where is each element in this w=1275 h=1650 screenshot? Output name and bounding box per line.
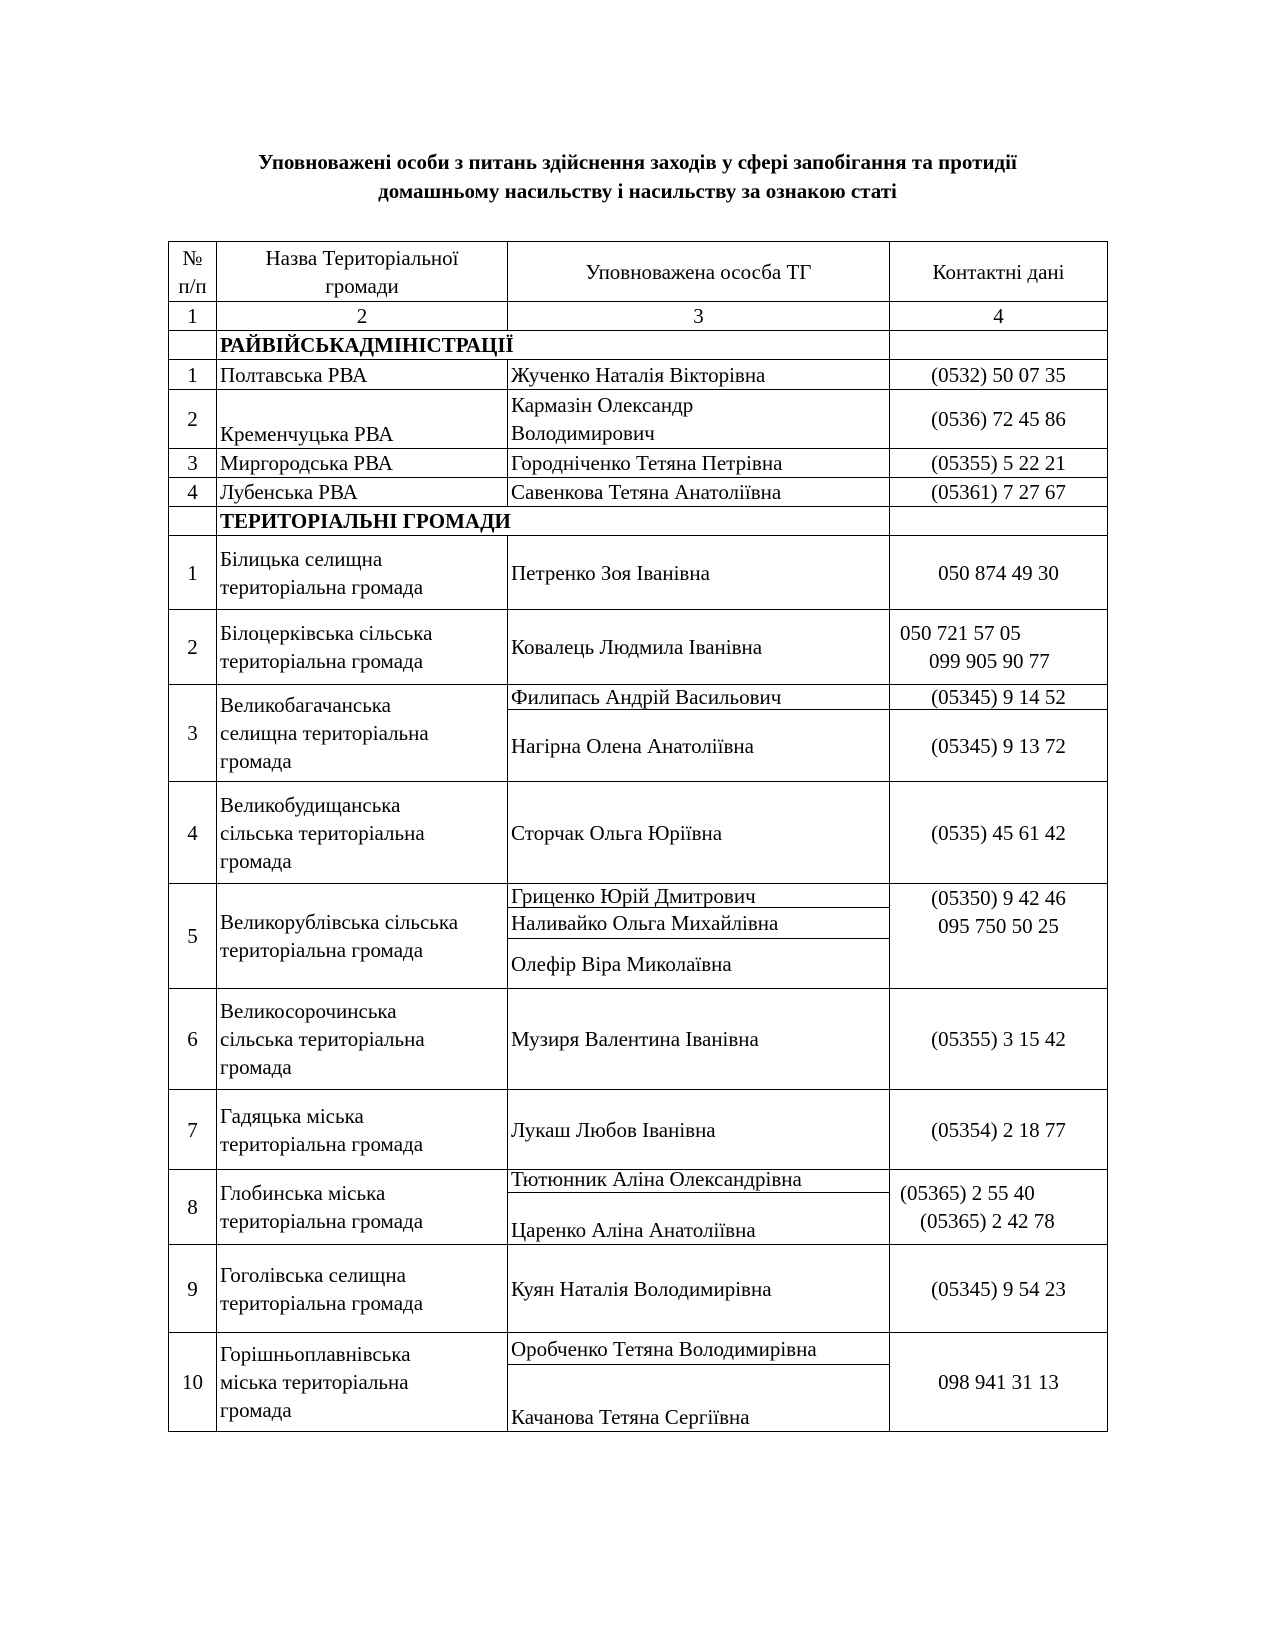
contacts-table xyxy=(168,241,1108,1432)
table-row: 3 Великобагачанська селищна територіальна громада Филипась Андрій Васильович (05345) 9 14 52 xyxy=(169,685,1108,710)
community-name: Гадяцька міська територіальна громада xyxy=(217,1090,508,1170)
contact-phone: 050 721 57 05 099 905 90 77 xyxy=(890,610,1108,685)
index-cell: 2 xyxy=(217,302,508,331)
table-row: 2 Білоцерківська сільська територіальна громада Ковалець Людмила Іванівна 050 721 57 05 099 905 90 77 xyxy=(169,610,1108,685)
table-row: 7 Гадяцька міська територіальна громада Лукаш Любов Іванівна (05354) 2 18 77 xyxy=(169,1090,1108,1170)
community-name: Полтавська РВА xyxy=(217,360,508,390)
person-name: Тютюнник Аліна Олександрівна xyxy=(508,1170,890,1193)
table-row: 5 Великорублівська сільська територіальна громада Гриценко Юрій Дмитрович (05350) 9 42 46 095 750 50 25 xyxy=(169,884,1108,908)
title-line-2: домашньому насильству і насильству за ознакою статі xyxy=(378,179,897,203)
community-name: Білицька селищна територіальна громада xyxy=(217,536,508,610)
community-name: Миргородська РВА xyxy=(217,449,508,478)
table-row: 10 Горішньоплавнівська міська територіальна громада Оробченко Тетяна Володимирівна 098 941 31 13 xyxy=(169,1333,1108,1365)
person-name: Наливайко Ольга Михайлівна xyxy=(508,908,890,939)
index-cell: 4 xyxy=(890,302,1108,331)
community-name: Глобинська міська територіальна громада xyxy=(217,1170,508,1245)
person-name: Лукаш Любов Іванівна xyxy=(508,1090,890,1170)
index-cell: 1 xyxy=(169,302,217,331)
table-row: 1 Білицька селищна територіальна громада Петренко Зоя Іванівна 050 874 49 30 xyxy=(169,536,1108,610)
contact-phone: (05345) 9 14 52 xyxy=(890,685,1108,710)
contact-phone: (05355) 3 15 42 xyxy=(890,989,1108,1090)
header-num: № п/п xyxy=(169,242,217,302)
community-name: Великорублівська сільська територіальна громада xyxy=(217,884,508,989)
contact-phone: (05354) 2 18 77 xyxy=(890,1090,1108,1170)
person-name: Царенко Аліна Анатоліївна xyxy=(508,1193,890,1245)
contact-phone: (05350) 9 42 46 095 750 50 25 xyxy=(890,884,1108,989)
table-row: 1 Полтавська РВА Жученко Наталія Вікторівна (0532) 50 07 35 xyxy=(169,360,1108,390)
contact-phone: (0532) 50 07 35 xyxy=(890,360,1108,390)
person-name: Нагірна Олена Анатоліївна xyxy=(508,710,890,782)
table-row: 2 Кременчуцька РВА Кармазін Олександр Володимирович (0536) 72 45 86 xyxy=(169,390,1108,449)
community-name: Великобудищанська сільська територіальна громада xyxy=(217,782,508,884)
table-index-row xyxy=(169,302,1108,331)
person-name: Филипась Андрій Васильович xyxy=(508,685,890,710)
header-contact: Контактні дані xyxy=(890,242,1108,302)
contact-phone: (05345) 9 13 72 xyxy=(890,710,1108,782)
table-row: 3 Миргородська РВА Городніченко Тетяна Петрівна (05355) 5 22 21 xyxy=(169,449,1108,478)
community-name: Горішньоплавнівська міська територіальна громада xyxy=(217,1333,508,1432)
person-name: Музиря Валентина Іванівна xyxy=(508,989,890,1090)
contact-phone: 050 874 49 30 xyxy=(890,536,1108,610)
community-name: Білоцерківська сільська територіальна громада xyxy=(217,610,508,685)
contact-phone: (05355) 5 22 21 xyxy=(890,449,1108,478)
person-name: Ковалець Людмила Іванівна xyxy=(508,610,890,685)
person-name: Савенкова Тетяна Анатоліївна xyxy=(508,478,890,507)
person-name: Качанова Тетяна Сергіївна xyxy=(508,1365,890,1432)
title-line-1: Уповноважені особи з питань здійснення заходів у сфері запобігання та протидії xyxy=(258,150,1017,174)
contact-phone: (05361) 7 27 67 xyxy=(890,478,1108,507)
person-name: Гриценко Юрій Дмитрович xyxy=(508,884,890,908)
table-row: 4 Лубенська РВА Савенкова Тетяна Анатоліївна (05361) 7 27 67 xyxy=(169,478,1108,507)
person-name: Петренко Зоя Іванівна xyxy=(508,536,890,610)
person-name: Олефір Віра Миколаївна xyxy=(508,939,890,989)
person-name: Кармазін Олександр Володимирович xyxy=(508,390,890,449)
section-row-rva xyxy=(169,331,1108,360)
document-title xyxy=(160,148,1115,206)
table-row: 4 Великобудищанська сільська територіальна громада Сторчак Ольга Юріївна (0535) 45 61 42 xyxy=(169,782,1108,884)
community-name: Великобагачанська селищна територіальна громада xyxy=(217,685,508,782)
header-community: Назва Територіальної громади xyxy=(217,242,508,302)
table-row: 9 Гоголівська селищна територіальна громада Куян Наталія Володимирівна (05345) 9 54 23 xyxy=(169,1245,1108,1333)
table-row: 8 Глобинська міська територіальна громада Тютюнник Аліна Олександрівна (05365) 2 55 40 (05365) 2 42 78 xyxy=(169,1170,1108,1193)
index-cell: 3 xyxy=(508,302,890,331)
person-name: Куян Наталія Володимирівна xyxy=(508,1245,890,1333)
section-row-tg xyxy=(169,507,1108,536)
community-name: Кременчуцька РВА xyxy=(217,390,508,449)
table-header-row xyxy=(169,242,1108,302)
contact-phone: 098 941 31 13 xyxy=(890,1333,1108,1432)
person-name: Городніченко Тетяна Петрівна xyxy=(508,449,890,478)
person-name: Сторчак Ольга Юріївна xyxy=(508,782,890,884)
table-row: 6 Великосорочинська сільська територіальна громада Музиря Валентина Іванівна (05355) 3 15 42 xyxy=(169,989,1108,1090)
header-person: Уповноважена ососба ТГ xyxy=(508,242,890,302)
person-name: Оробченко Тетяна Володимирівна xyxy=(508,1333,890,1365)
person-name: Жученко Наталія Вікторівна xyxy=(508,360,890,390)
section-title-tg: ТЕРИТОРІАЛЬНІ ГРОМАДИ xyxy=(217,507,890,536)
contact-phone: (0536) 72 45 86 xyxy=(890,390,1108,449)
contact-phone: (05365) 2 55 40 (05365) 2 42 78 xyxy=(890,1170,1108,1245)
contact-phone: (0535) 45 61 42 xyxy=(890,782,1108,884)
community-name: Гоголівська селищна територіальна громада xyxy=(217,1245,508,1333)
community-name: Великосорочинська сільська територіальна громада xyxy=(217,989,508,1090)
section-title-rva: РАЙВІЙСЬКАДМІНІСТРАЦІЇ xyxy=(217,331,890,360)
community-name: Лубенська РВА xyxy=(217,478,508,507)
contact-phone: (05345) 9 54 23 xyxy=(890,1245,1108,1333)
